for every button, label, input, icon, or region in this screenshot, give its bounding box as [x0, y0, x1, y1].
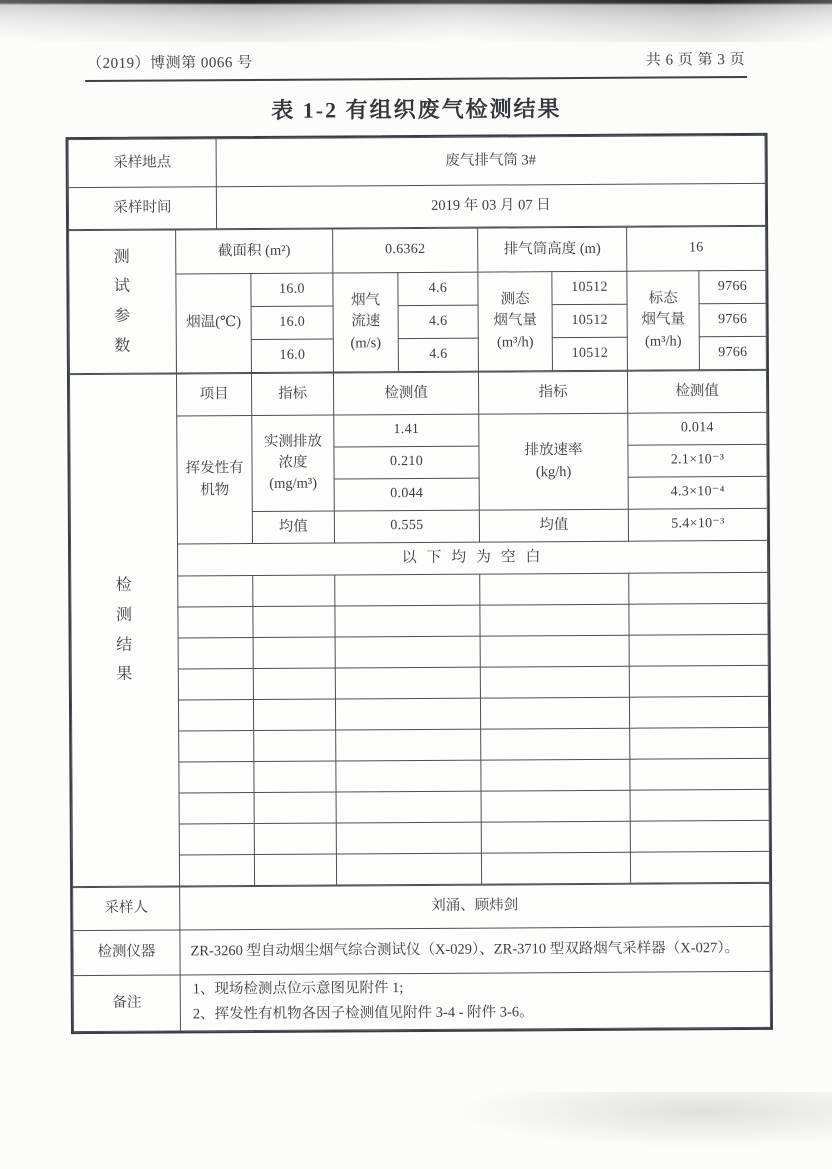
empty-cell: [629, 634, 768, 666]
empty-cell: [179, 824, 254, 855]
instrument-value-cell: ZR-3260 型自动烟尘烟气综合测试仪（X-029）、ZR-3710 型双路烟气采样器（X-027）。: [180, 926, 770, 975]
empty-cell: [629, 603, 768, 635]
empty-cell: [253, 575, 335, 607]
empty-cell: [335, 605, 480, 637]
standard-flow-value-cell: 9766: [699, 303, 766, 336]
cross-section-value-cell: 0.6362: [333, 228, 478, 273]
empty-cell: [480, 697, 629, 729]
remark-line: 2、挥发性有机物各因子检测值见附件 3-4 - 附件 3-6。: [192, 1004, 534, 1023]
empty-cell: [630, 758, 769, 790]
empty-cell: [179, 762, 254, 793]
empty-cell: [481, 759, 630, 791]
mean-concentration-cell: 0.555: [334, 510, 479, 543]
header-item-cell: 项目: [176, 374, 251, 416]
empty-cell: [253, 606, 335, 638]
cross-section-label-cell: 截面积 (m²): [176, 229, 333, 274]
empty-cell: [481, 821, 630, 853]
actual-flow-value-cell: 10512: [552, 337, 627, 370]
standard-flow-value-cell: 9766: [699, 336, 766, 369]
temp-value-cell: 16.0: [251, 339, 333, 373]
header-value-cell: 检测值: [627, 370, 766, 413]
actual-flow-label-cell: 测态 烟气量 (m³/h): [478, 272, 553, 371]
empty-cell: [481, 852, 630, 884]
sampling-location-value-cell: 废气排气筒 3#: [216, 135, 765, 186]
test-params-section-label: 测 试 参 数: [69, 230, 177, 374]
empty-cell: [335, 574, 480, 606]
page-title: 表 1-2 有组织废气检测结果: [271, 96, 562, 123]
empty-cell: [481, 790, 630, 822]
header-indicator-cell: 指标: [251, 373, 333, 416]
temp-value-cell: 16.0: [251, 306, 333, 340]
empty-cell: [179, 793, 254, 824]
sampler-label-cell: 采样人: [73, 887, 180, 931]
detection-results-table: [69, 370, 770, 887]
item-name-cell: 挥发性有 机物: [177, 416, 253, 544]
empty-cell: [336, 729, 481, 761]
footer-info-table: [72, 883, 771, 1032]
empty-cell: [254, 761, 336, 793]
rate-label-cell: 排放速率 (kg/h): [479, 413, 629, 510]
empty-cell: [178, 576, 253, 607]
sampling-location-label-cell: 采样地点: [68, 139, 216, 188]
empty-cell: [178, 700, 253, 731]
empty-cell: [630, 789, 769, 821]
empty-cell: [178, 607, 253, 638]
stack-height-value-cell: 16: [627, 226, 766, 271]
rate-value-cell: 2.1×10⁻³: [628, 444, 767, 477]
sampling-info-table: [68, 135, 767, 230]
empty-cell: [335, 667, 480, 699]
empty-cell: [480, 666, 629, 698]
empty-cell: [335, 698, 480, 730]
temp-label-cell: 烟温(℃): [176, 274, 252, 373]
blank-below-note: 以下均为空白: [178, 540, 768, 576]
concentration-value-cell: 1.41: [334, 414, 479, 447]
page-indicator: 共 6 页 第 3 页: [645, 51, 746, 69]
mean-label-cell: 均值: [252, 511, 334, 544]
remark-label-cell: 备注: [73, 975, 180, 1031]
document-page: [65, 48, 773, 1034]
empty-cell: [480, 573, 629, 605]
empty-cell: [336, 822, 481, 854]
sampling-time-value-cell: 2019 年 03 月 07 日: [216, 183, 765, 228]
empty-cell: [254, 792, 336, 824]
header-indicator-cell: 指标: [478, 371, 627, 414]
header-value-cell: 检测值: [333, 372, 478, 415]
document-header: [85, 48, 747, 82]
empty-cell: [629, 665, 768, 697]
standard-flow-label-cell: 标态 烟气量 (m³/h): [627, 271, 700, 370]
empty-cell: [179, 731, 254, 762]
empty-cell: [179, 855, 254, 886]
rate-value-cell: 0.014: [628, 412, 767, 445]
empty-cell: [629, 572, 768, 604]
doc-number: （2019）博测第 0066 号: [87, 54, 253, 73]
sampler-value-cell: 刘涌、顾炜剑: [180, 883, 770, 930]
results-table: [66, 133, 773, 1034]
empty-cell: [254, 730, 336, 762]
actual-flow-value-cell: 10512: [552, 304, 627, 337]
concentration-value-cell: 0.044: [334, 478, 479, 511]
empty-cell: [630, 727, 769, 759]
empty-cell: [178, 669, 253, 700]
empty-cell: [254, 854, 336, 886]
empty-cell: [480, 635, 629, 667]
empty-cell: [335, 636, 480, 668]
remark-value-cell: [180, 971, 770, 1030]
empty-cell: [481, 728, 630, 760]
rate-value-cell: 4.3×10⁻⁴: [628, 476, 767, 509]
empty-cell: [178, 638, 253, 669]
results-section-label: 检 测 结 果: [69, 374, 179, 887]
velocity-value-cell: 4.6: [398, 305, 478, 338]
empty-cell: [253, 699, 335, 731]
remark-line: 1、现场检测点位示意图见附件 1;: [192, 980, 404, 998]
empty-cell: [629, 696, 768, 728]
empty-cell: [253, 668, 335, 700]
empty-cell: [480, 604, 629, 636]
empty-cell: [336, 853, 481, 885]
actual-flow-value-cell: 10512: [552, 271, 627, 304]
empty-cell: [630, 851, 769, 883]
empty-cell: [254, 823, 336, 855]
velocity-value-cell: 4.6: [398, 272, 478, 305]
sampling-time-label-cell: 采样时间: [68, 187, 216, 230]
mean-label-cell: 均值: [479, 509, 628, 542]
concentration-label-cell: 实测排放 浓度 (mg/m³): [252, 415, 335, 511]
concentration-value-cell: 0.210: [334, 446, 479, 479]
empty-cell: [336, 760, 481, 792]
standard-flow-value-cell: 9766: [699, 270, 766, 303]
test-parameters-table: [68, 226, 767, 374]
stack-height-label-cell: 排气筒高度 (m): [478, 227, 627, 272]
velocity-value-cell: 4.6: [398, 338, 478, 371]
scan-noise-artifact: [460, 1092, 832, 1147]
empty-cell: [336, 791, 481, 823]
scan-edge-artifact: [0, 0, 832, 42]
instrument-label-cell: 检测仪器: [73, 930, 180, 976]
empty-cell: [253, 637, 335, 669]
temp-value-cell: 16.0: [251, 273, 333, 307]
velocity-label-cell: 烟气 流速 (m/s): [333, 273, 399, 372]
mean-rate-cell: 5.4×10⁻³: [628, 508, 767, 541]
empty-cell: [630, 820, 769, 852]
